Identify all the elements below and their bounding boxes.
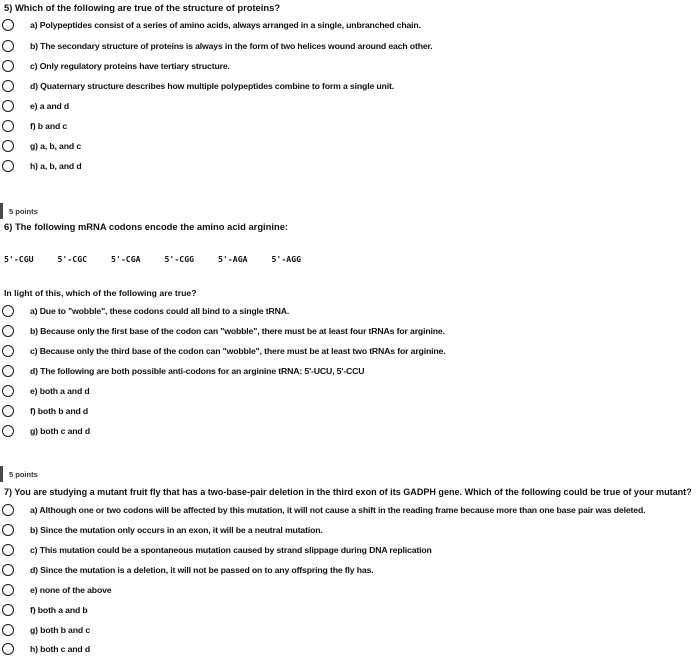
- q6-option-e[interactable]: [0, 384, 90, 398]
- radio-button[interactable]: [2, 100, 14, 112]
- option-label: a) Although one or two codons will be affected by this mutation, it will not cause a shift in the reading frame because more than one base pair was deleted.: [30, 505, 646, 515]
- radio-button[interactable]: [2, 425, 14, 437]
- question-7-title: 7) You are studying a mutant fruit fly that has a two-base-pair deletion in the third exon of its GADPH gene. Which of the following could be true of your mutant?: [4, 486, 692, 497]
- q5-option-e[interactable]: [0, 99, 69, 113]
- option-label: h) both c and d: [30, 644, 91, 654]
- option-label: e) both a and d: [30, 386, 90, 396]
- radio-button[interactable]: [2, 365, 14, 377]
- radio-button[interactable]: [2, 160, 14, 172]
- q5-option-d[interactable]: [0, 79, 394, 93]
- option-label: c) Only regulatory proteins have tertiary structure.: [30, 61, 230, 71]
- q7-points-badge: [0, 466, 38, 482]
- option-label: d) Quaternary structure describes how multiple polypeptides combine to form a single unit.: [30, 81, 394, 91]
- q5-option-g[interactable]: [0, 139, 81, 153]
- q6-option-a[interactable]: [0, 304, 289, 318]
- option-label: a) Polypeptides consist of a series of amino acids, always arranged in a single, unbranched chain.: [30, 20, 421, 30]
- option-label: c) This mutation could be a spontaneous mutation caused by strand slippage during DNA replication: [30, 545, 432, 555]
- points-marker: [0, 203, 3, 219]
- radio-button[interactable]: [2, 385, 14, 397]
- radio-button[interactable]: [2, 40, 14, 52]
- q7-option-g[interactable]: [0, 623, 90, 637]
- radio-button[interactable]: [2, 120, 14, 132]
- q6-option-b[interactable]: [0, 324, 445, 338]
- radio-button[interactable]: [2, 140, 14, 152]
- radio-button[interactable]: [2, 544, 14, 556]
- option-label: c) Because only the third base of the codon can "wobble", there must be at least two tRNAs for arginine.: [30, 346, 446, 356]
- radio-button[interactable]: [2, 524, 14, 536]
- q6-points-badge: [0, 203, 38, 219]
- option-label: g) both b and c: [30, 625, 91, 635]
- radio-button[interactable]: [2, 80, 14, 92]
- option-label: g) a, b, and c: [30, 141, 81, 151]
- codon: 5'-AGA: [218, 254, 248, 264]
- q7-option-f[interactable]: [0, 603, 88, 617]
- radio-button[interactable]: [2, 345, 14, 357]
- codon: 5'-CGA: [111, 254, 141, 264]
- codon: 5'-AGG: [271, 254, 302, 264]
- q7-option-e[interactable]: [0, 583, 111, 597]
- option-label: e) none of the above: [30, 585, 112, 595]
- q7-option-a[interactable]: [0, 503, 645, 517]
- option-label: g) both c and d: [30, 426, 91, 436]
- radio-button[interactable]: [2, 325, 14, 337]
- codon: 5'-CGG: [164, 254, 195, 264]
- option-label: e) a and d: [30, 101, 70, 111]
- codon: 5'-CGU: [4, 254, 34, 264]
- q5-option-f[interactable]: [0, 119, 67, 133]
- q7-option-c[interactable]: [0, 543, 432, 557]
- radio-button[interactable]: [2, 624, 14, 636]
- radio-button[interactable]: [2, 584, 14, 596]
- option-label: b) Since the mutation only occurs in an exon, it will be a neutral mutation.: [30, 525, 323, 535]
- q7-option-h[interactable]: [0, 642, 90, 656]
- q6-option-c[interactable]: [0, 344, 446, 358]
- option-label: d) Since the mutation is a deletion, it will not be passed on to any offspring the fly has.: [30, 565, 374, 575]
- radio-button[interactable]: [2, 504, 14, 516]
- q6-prompt: In light of this, which of the following are true?: [4, 288, 197, 298]
- codon: 5'-CGC: [57, 254, 88, 264]
- points-marker: [0, 466, 3, 482]
- q7-option-b[interactable]: [0, 523, 323, 537]
- option-label: f) both a and b: [30, 605, 88, 615]
- option-label: b) The secondary structure of proteins is always in the form of two helices wound around each other.: [30, 41, 433, 51]
- radio-button[interactable]: [2, 60, 14, 72]
- points-label: 5 points: [9, 206, 38, 216]
- radio-button[interactable]: [2, 564, 14, 576]
- option-label: h) a, b, and d: [30, 161, 82, 171]
- option-label: f) both b and d: [30, 406, 89, 416]
- radio-button[interactable]: [2, 305, 14, 317]
- q6-option-d[interactable]: [0, 364, 364, 378]
- q5-option-a[interactable]: [0, 18, 421, 32]
- question-6-title: 6) The following mRNA codons encode the amino acid arginine:: [4, 221, 289, 232]
- q7-option-d[interactable]: [0, 563, 374, 577]
- q6-option-g[interactable]: [0, 424, 90, 438]
- q6-option-f[interactable]: [0, 404, 88, 418]
- points-label: 5 points: [9, 469, 38, 479]
- question-5-title: 5) Which of the following are true of the structure of proteins?: [4, 2, 281, 13]
- codon-list: [4, 254, 325, 264]
- q5-option-h[interactable]: [0, 159, 81, 173]
- radio-button[interactable]: [2, 19, 14, 31]
- radio-button[interactable]: [2, 643, 14, 655]
- q5-option-b[interactable]: [0, 39, 433, 53]
- radio-button[interactable]: [2, 604, 14, 616]
- option-label: b) Because only the first base of the codon can "wobble", there must be at least four tRNAs for arginine.: [30, 326, 445, 336]
- q5-option-c[interactable]: [0, 59, 230, 73]
- option-label: d) The following are both possible anti-codons for an arginine tRNA: 5'-UCU, 5'-CCU: [30, 366, 365, 376]
- option-label: a) Due to "wobble", these codons could all bind to a single tRNA.: [30, 306, 290, 316]
- option-label: f) b and c: [30, 121, 68, 131]
- radio-button[interactable]: [2, 405, 14, 417]
